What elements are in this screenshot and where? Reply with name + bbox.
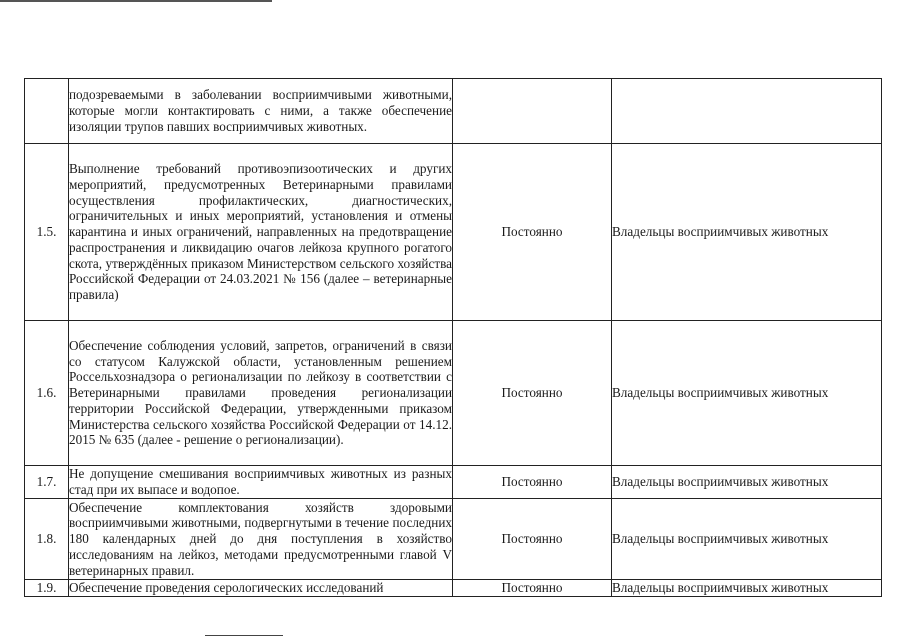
- table-row: [25, 144, 882, 321]
- top-rule: [0, 0, 272, 2]
- measure-text: Не допущение смешивания восприимчивых животных из разных стад при их выпасе и водопое.: [69, 466, 452, 497]
- responsible-cell: Владельцы восприимчивых животных: [612, 499, 882, 580]
- row-number: 1.8.: [25, 499, 69, 580]
- responsible-cell: Владельцы восприимчивых животных: [612, 144, 882, 321]
- period-cell: Постоянно: [453, 321, 612, 466]
- responsible-cell: [612, 79, 882, 144]
- responsible-cell: Владельцы восприимчивых животных: [612, 466, 882, 499]
- measures-table: [24, 78, 882, 597]
- responsible-cell: Владельцы восприимчивых животных: [612, 321, 882, 466]
- period-cell: Постоянно: [453, 580, 612, 597]
- row-number: 1.9.: [25, 580, 69, 597]
- table-row: [25, 321, 882, 466]
- table-row: [25, 580, 882, 597]
- period-cell: Постоянно: [453, 499, 612, 580]
- row-number: [25, 79, 69, 144]
- period-cell: [453, 79, 612, 144]
- measure-text: Обеспечение проведения серологических исследований: [69, 580, 453, 597]
- table-row: [25, 499, 882, 580]
- table-row: [25, 79, 882, 144]
- measure-text: Выполнение требований противоэпизоотических и других мероприятий, предусмотренных Ветеринарными правилами осуществления профилактических, диагностических, ограничительных и иных мероприятий, установления и отмены карантина и иных ограничений, направленных на предотвращение распространения и ликвидацию очагов лейкоза крупного рогатого скота, утверждённых приказом Министерством сельского хозяйства Российской Федерации от 24.03.2021 № 156 (далее – ветеринарные правила): [69, 144, 453, 321]
- footnote-rule: [205, 635, 283, 636]
- table-row: [25, 466, 882, 499]
- measure-text: Обеспечение соблюдения условий, запретов, ограничений в связи со статусом Калужской области, установленным решением Россельхознадзора о регионализации по лейкозу в соответствии с Ветеринарными правилами проведения регионализации территории Российской Федерации, утвержденными приказом Министерства сельского хозяйства Российской Федерации от 14.12. 2015 № 635 (далее - решение о регионализации).: [69, 321, 453, 466]
- period-cell: Постоянно: [453, 144, 612, 321]
- measure-text: Обеспечение комплектования хозяйств здоровыми восприимчивыми животными, подвергнутыми в течение последних 180 календарных дней до дня поступления в хозяйство исследованиям на лейкоз, методами предусмотренными главой V ветеринарных правил.: [69, 499, 452, 578]
- row-number: 1.7.: [25, 466, 69, 499]
- row-number: 1.6.: [25, 321, 69, 466]
- measure-text: подозреваемыми в заболевании восприимчивыми животными, которые могли контактировать с ними, а также обеспечение изоляции трупов павших восприимчивых животных.: [69, 79, 453, 144]
- row-number: 1.5.: [25, 144, 69, 321]
- period-cell: Постоянно: [453, 466, 612, 499]
- responsible-cell: Владельцы восприимчивых животных: [612, 580, 882, 597]
